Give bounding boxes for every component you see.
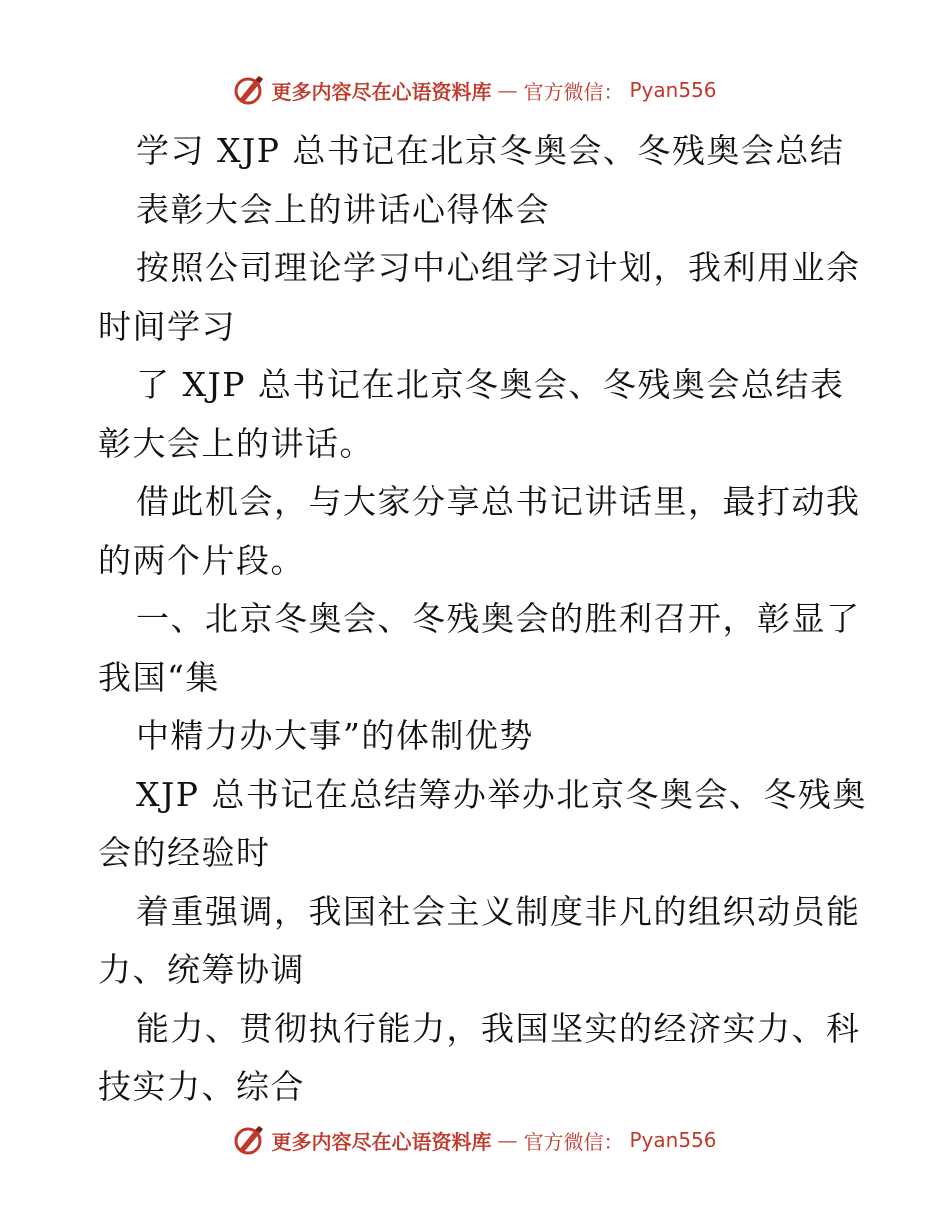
text-line: 着重强调，我国社会主义制度非凡的组织动员能 — [136, 891, 861, 931]
text-line: 彰大会上的讲话。 — [98, 423, 374, 463]
banner-separator: — — [497, 78, 518, 102]
text-line: 的两个片段。 — [98, 540, 305, 580]
banner-wechat-label: 官方微信： — [523, 1129, 624, 1154]
text-line: 表彰大会上的讲话心得体会 — [136, 189, 550, 229]
text-line: 借此机会，与大家分享总书记讲话里，最打动我 — [136, 482, 861, 521]
banner-slogan: 更多内容尽在心语资料库 — [271, 79, 492, 104]
banner-content — [233, 1124, 716, 1156]
text-line: 时间学习 — [98, 306, 236, 346]
text-line: 会的经验时 — [98, 833, 271, 872]
banner-separator: — — [497, 1128, 518, 1152]
banner-wechat-label: 官方微信： — [523, 79, 624, 104]
banner-slogan: 更多内容尽在心语资料库 — [271, 1129, 492, 1154]
banner-wechat-id: Pyan556 — [629, 78, 717, 102]
pen-logo-icon — [233, 74, 265, 106]
banner-wechat-id: Pyan556 — [629, 1128, 717, 1152]
text-line: 按照公司理论学习中心组学习计划，我利用业余 — [136, 248, 861, 287]
text-line: 我国“集 — [98, 657, 220, 697]
text-line: XJP 总书记在总结筹办举办北京冬奥会、冬残奥 — [136, 774, 867, 814]
text-line: 了 XJP 总书记在北京冬奥会、冬残奥会总结表 — [136, 365, 845, 404]
text-line: 中精力办大事”的体制优势 — [136, 716, 534, 755]
text-line: 学习 XJP 总书记在北京冬奥会、冬残奥会总结 — [136, 131, 845, 170]
text-line: 能力、贯彻执行能力，我国坚实的经济实力、科 — [136, 1008, 861, 1048]
text-line: 力、统筹协调 — [98, 950, 305, 989]
text-line: 一、北京冬奥会、冬残奥会的胜利召开，彰显了 — [136, 599, 861, 638]
banner-content — [233, 74, 716, 106]
footer-banner — [0, 1120, 950, 1160]
header-banner — [0, 70, 950, 110]
text-line: 技实力、综合 — [98, 1067, 305, 1106]
document-body — [98, 122, 867, 1117]
pen-logo-icon — [233, 1124, 265, 1156]
